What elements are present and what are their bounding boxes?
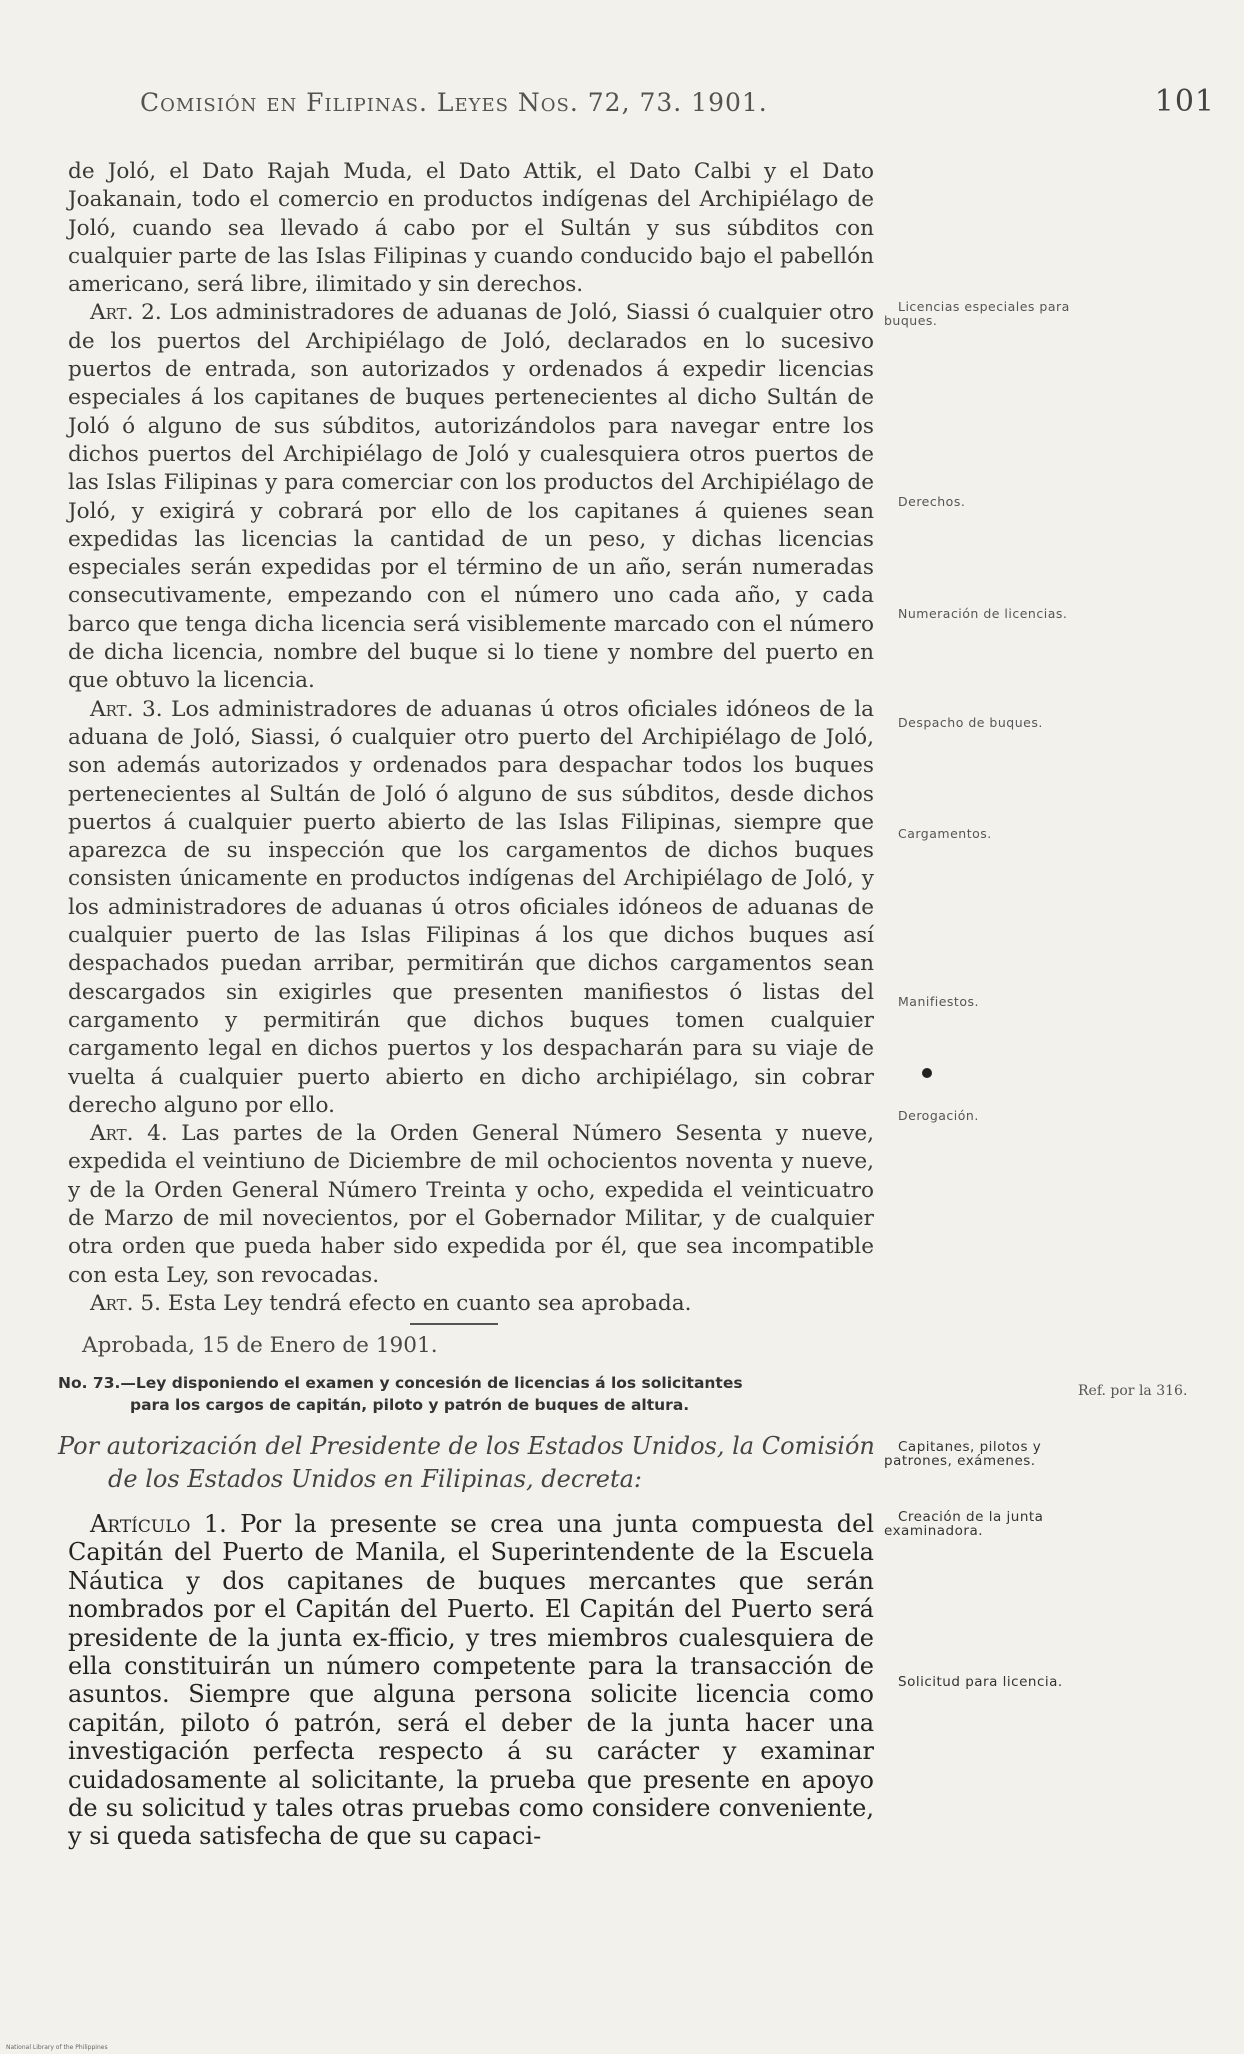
article-text: Por la presente se crea una junta compuesta del Capitán del Puerto de Manila, el Superintendente de la Escuela Náutica y dos capitanes de buques mercantes que serán nombrados por el Capitán del Puerto. El Capitán del Puerto será presidente de la junta ex-fficio, y tres miembros cualesquiera de ella constituirán un número competente para la transacción de asuntos. Siempre que alguna persona solicite licencia como capitán, piloto ó patrón, será el deber de la junta hacer una investigación perfecta respecto á su carácter y examinar cuidadosamente al solicitante, la prueba que presente en apoyo de su solicitud y tales otras pruebas como considere conveniente, y si queda satisfecha de que su capaci- [68,1510,875,1851]
margin-note-manifiestos: Manifiestos. [898,994,979,1009]
header-title: Comisión en Filipinas. Leyes Nos. 72, 73. 1901. [140,88,768,117]
margin-note-creacion: Creación de la junta examinadora. [884,1509,1044,1539]
law-73-body [68,1510,874,1851]
running-header [140,84,1215,119]
approval-date: Aprobada, 15 de Enero de 1901. [82,1333,438,1359]
margin-note-ref: Ref. por la 316. [1078,1383,1188,1399]
page-number: 101 [1154,84,1215,119]
margin-note-derechos: Derechos. [898,494,966,509]
article-text: Los administradores de aduanas ú otros oficiales idóneos de la aduana de Joló, Siassi, ó cualquier otro puerto del Archipiélago de Joló, son además autorizados y ordenados para despachar todos los buques pertenecientes al Sultán de Joló ó alguno de sus súbditos, desde dichos puertos á cualquier puerto abierto de las Islas Filipinas, siempre que aparezca de su inspección que los cargamentos de dichos buques consisten únicamente en productos indígenas del Archipiélago de Joló, y los administradores de aduanas ú otros oficiales idóneos de aduanas de cualquier puerto de las Islas Filipinas á los que dichos buques así despachados puedan arribar, permitirán que dichos cargamentos sean descargados sin exigirles que presenten manifiestos ó listas del cargamento y permitirán que dichos buques tomen cualquier cargamento legal en dichos puertos y los despacharán para su viaje de vuelta á cualquier puerto abierto en dicho archipiélago, sin cobrar derecho alguno por ello. [68,696,874,1118]
law-73-heading [58,1372,874,1416]
ink-dot [922,1068,932,1078]
law-72-body [68,158,874,1360]
article-label: Artículo 1. [90,1510,227,1538]
law-72-article-3 [68,696,874,1120]
article-label: Art. 5. [90,1290,161,1316]
margin-note-licencias: Licencias especiales para buques. [884,299,1070,328]
law-73-heading-line-2: para los cargos de capitán, piloto y patrón de buques de altura. [130,1396,690,1414]
law-72-article-5 [68,1290,874,1318]
law-72-article-2 [68,299,874,695]
article-label: Art. 2. [90,300,162,326]
law-72-intro: de Joló, el Dato Rajah Muda, el Dato Attik, el Dato Calbi y el Dato Joakanain, todo el comercio en productos indígenas del Archipiélago de Joló, cuando sea llevado á cabo por el Sultán y sus súbditos con cualquier parte de las Islas Filipinas y cuando conducido bajo el pabellón americano, será libre, ilimitado y sin derechos. [68,159,874,298]
law-73-heading-line-1: No. 73.—Ley disponiendo el examen y concesión de licencias á los solicitantes [58,1374,743,1392]
article-label: Art. 4. [90,1121,168,1147]
enacting-clause-line-2: de los Estados Unidos en Filipinas, decreta: [108,1465,642,1493]
section-divider [410,1323,498,1325]
law-73-article-1 [68,1510,874,1851]
margin-note-cargamentos: Cargamentos. [898,826,992,841]
article-text: Las partes de la Orden General Número Sesenta y nueve, expedida el veintiuno de Diciembre de mil ochocientos noventa y nueve, y de la Orden General Número Treinta y ocho, expedida el veinticuatro de Marzo de mil novecientos, por el Gobernador Militar, y de cualquier otra orden que pueda haber sido expedida por él, que sea incompatible con esta Ley, son revocadas. [68,1121,874,1288]
margin-note-numeracion: Numeración de licencias. [898,606,1068,621]
enacting-clause [58,1430,878,1496]
margin-note-capitanes: Capitanes, pilotos y patrones, exámenes. [884,1439,1042,1469]
margin-note-derogacion: Derogación. [898,1108,979,1123]
article-text: Esta Ley tendrá efecto en cuanto sea aprobada. [160,1290,692,1316]
article-label: Art. 3. [90,696,163,722]
law-72-article-4 [68,1120,874,1290]
article-text: Los administradores de aduanas de Joló, Siassi ó cualquier otro de los puertos del Archipiélago de Joló, declarados en lo sucesivo puertos de entrada, son autorizados y ordenados á expedir licencias especiales á los capitanes de buques pertenecientes al dicho Sultán de Joló ó alguno de sus súbditos, autorizándolos para navegar entre los dichos puertos del Archipiélago de Joló y cualesquiera otros puertos de las Islas Filipinas y para comerciar con los productos del Archipiélago de Joló, y exigirá y cobrará por ello de los capitanes á quienes sean expedidas las licencias la cantidad de un peso, y dichas licencias especiales serán expedidas por el término de un año, serán numeradas consecutivamente, empezando con el número uno cada año, y cada barco que tenga dicha licencia será visiblemente marcado con el número de dicha licencia, nombre del buque si lo tiene y nombre del puerto en que obtuvo la licencia. [68,300,874,694]
margin-note-despacho: Despacho de buques. [898,715,1043,730]
enacting-clause-line-1: Por autorización del Presidente de los Estados Unidos, la Comisión [58,1432,875,1460]
scan-footer: National Library of the Philippines [6,2044,108,2051]
margin-note-solicitud: Solicitud para licencia. [898,1674,1063,1690]
